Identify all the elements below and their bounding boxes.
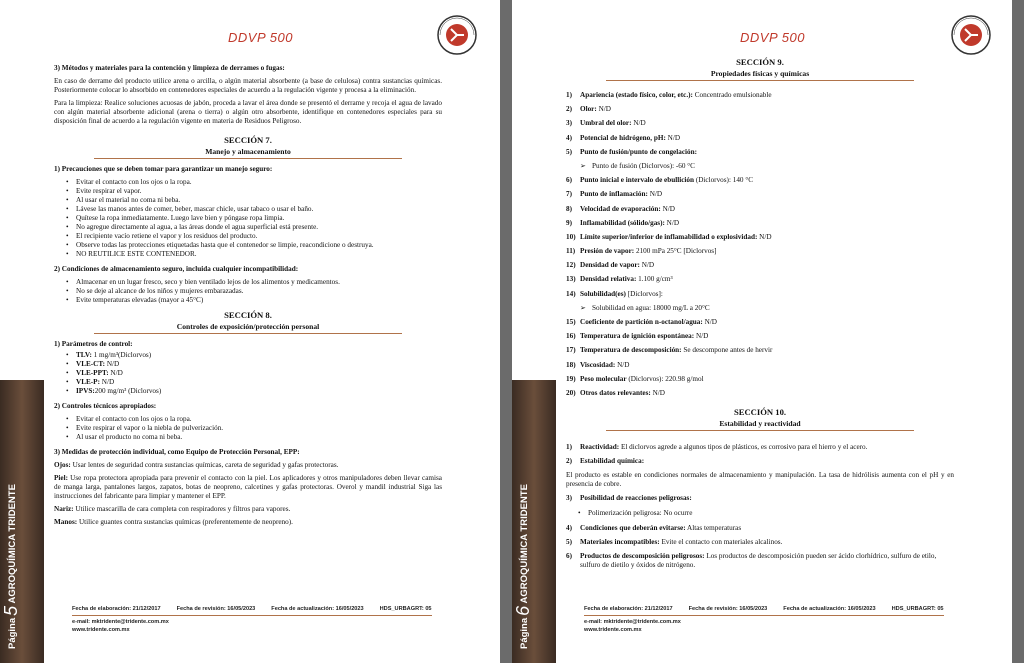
document-page-5 <box>0 0 500 663</box>
property-row: 5) Punto de fusión/punto de congelación: <box>566 147 698 156</box>
property-row: 18) Viscosidad: N/D <box>566 360 630 369</box>
s8-q3-heading: 3) Medidas de protección individual, como Equipo de Protección Personal, EPP: <box>54 448 300 456</box>
s6-paragraph-1: En caso de derrame del producto utilice arena o arcilla, o algún material absorbente (a base de celulosa) contra sustancias químicas. Posteriormente colocar lo absorbido en contenedores especiales de acuerdo a la regulación vigente y procesa a la eliminación. <box>54 77 442 94</box>
divider <box>606 430 914 431</box>
property-row: 2) Olor: N/D <box>566 105 611 114</box>
section-7-subtitle: Manejo y almacenamiento <box>205 147 291 156</box>
list-item: • NO REUTILICE ESTE CONTENEDOR. <box>76 250 442 259</box>
ppe-eyes: Ojos: Usar lentes de seguridad contra sustancias químicas, careta de seguridad y gafas protectoras. <box>54 461 339 469</box>
property-subitem: ➢ Punto de fusión (Diclorvos): -60 °C <box>566 162 954 171</box>
tridente-logo-icon <box>950 14 992 56</box>
divider <box>584 615 944 616</box>
document-page-6 <box>512 0 1012 663</box>
divider <box>606 80 914 81</box>
list-item: • Evitar el contacto con los ojos o la ropa. <box>76 178 442 187</box>
property-row: 19) Peso molecular (Diclorvos): 220.98 g/mol <box>566 374 704 383</box>
s7-q1-list <box>54 178 442 259</box>
list-item: • Observe todas las protecciones etiquetadas hasta que el contenedor se limpie, reacondicione o destruya. <box>76 241 442 250</box>
chemical-stability: 2) Estabilidad química: <box>566 457 645 466</box>
page-number: 5 <box>1 605 21 616</box>
conditions-to-avoid: 4) Condiciones que deberán evitarse: Altas temperaturas <box>566 523 742 532</box>
property-row: 10) Límite superior/inferior de inflamabilidad o explosividad: N/D <box>566 232 772 241</box>
product-title: DDVP 500 <box>228 30 293 45</box>
list-item: • No agregue directamente al agua, a las áreas donde el agua superficial está presente. <box>76 223 442 232</box>
property-row: 14) Solubilidad(es) [Diclorvos]: <box>566 289 663 298</box>
s6-item3-heading: 3) Métodos y materiales para la contención y limpieza de derrames o fugas: <box>54 64 285 72</box>
list-item: • Evite respirar el vapor. <box>76 187 442 196</box>
s6-paragraph-2: Para la limpieza: Realice soluciones acuosas de jabón, proceda a lavar el área donde se presentó el derrame y recoja el agua de lavado con algún material absorbente adicional (arena o tierra) o algún otro absorbente, identifique en contenedores especiales para su disposición final de acuerdo a la regulación vigente en materia de Residuos Peligroso. <box>54 99 442 125</box>
s8-q1-heading: 1) Parámetros de control: <box>54 340 133 348</box>
property-row: 1) Apariencia (estado físico, color, etc.): Concentrado emulsionable <box>566 91 772 99</box>
page-number: 6 <box>513 605 533 616</box>
hazardous-reactions: 3) Posibilidad de reacciones peligrosas: <box>566 494 692 503</box>
section-9-subtitle: Propiedades físicas y químicas <box>710 69 810 78</box>
list-item: • El recipiente vacío retiene el vapor y los residuos del producto. <box>76 232 442 241</box>
section-9-title: SECCIÓN 9. <box>736 57 784 67</box>
property-row: 8) Velocidad de evaporación: N/D <box>566 204 675 213</box>
document-code: HDS_URBAGRT: 05 <box>891 606 944 612</box>
date-revised: Fecha de revisión: 16/05/2023 <box>688 606 768 612</box>
reactivity: 1) Reactividad: El diclorvos agrede a algunos tipos de plásticos, es corrosivo para el hierro y el acero. <box>566 442 868 451</box>
list-item: • IPVS:200 mg/m³ (Diclorvos) <box>76 387 442 396</box>
page-footer <box>72 606 470 634</box>
list-item: • Al usar el producto no coma ni beba. <box>76 433 442 442</box>
section-10-title: SECCIÓN 10. <box>733 406 787 417</box>
s7-q2-list <box>54 278 442 305</box>
ppe-hands: Manos: Utilice guantes contra sustancias químicas (preferentemente de neopreno). <box>54 518 293 526</box>
hazardous-reactions-list <box>566 509 954 518</box>
properties-list <box>566 91 954 398</box>
property-row: 12) Densidad de vapor: N/D <box>566 261 655 270</box>
property-row: 20) Otros datos relevantes: N/D <box>566 388 665 397</box>
s7-q2-heading: 2) Condiciones de almacenamiento seguro, incluida cualquier incompatibilidad: <box>54 265 299 273</box>
incompatible-materials: 5) Materiales incompatibles: Evite el contacto con materiales alcalinos. <box>566 537 783 546</box>
brand-label: AGROQUÍMICA TRIDENTE <box>7 484 18 604</box>
page-label: Página <box>7 617 18 649</box>
side-band <box>512 380 556 663</box>
s8-q1-list <box>54 351 442 396</box>
brand-label: AGROQUÍMICA TRIDENTE <box>519 484 530 604</box>
date-updated: Fecha de actualización: 16/05/2023 <box>271 606 364 612</box>
date-revised: Fecha de revisión: 16/05/2023 <box>176 606 256 612</box>
s7-q1-heading: 1) Precauciones que se deben tomar para garantizar un manejo seguro: <box>54 165 273 173</box>
list-item: • VLE-P: N/D <box>76 378 442 387</box>
divider <box>72 615 432 616</box>
stability-paragraph: El producto es estable en condiciones normales de almacenamiento y manipulación. La tasa de hidrólisis aumenta con el pH y en presencia de cobre. <box>566 471 954 489</box>
section-7-title: SECCIÓN 7. <box>224 135 272 145</box>
date-updated: Fecha de actualización: 16/05/2023 <box>783 606 876 612</box>
property-row: 3) Umbral del olor: N/D <box>566 119 646 128</box>
section-8-subtitle: Controles de exposición/protección personal <box>176 322 320 331</box>
property-row: 15) Coeficiente de partición n-octanol/agua: N/D <box>566 318 717 326</box>
list-item: • No se deje al alcance de los niños y mujeres embarazadas. <box>76 287 442 296</box>
document-code: HDS_URBAGRT: 05 <box>379 606 432 612</box>
website-link[interactable]: www.tridente.com.mx <box>72 627 130 633</box>
section-8-title: SECCIÓN 8. <box>224 310 272 320</box>
list-item: • Almacenar en un lugar fresco, seco y bien ventilado lejos de los alimentos y medicamentos. <box>76 278 442 287</box>
product-title: DDVP 500 <box>740 30 805 45</box>
list-item: • Quítese la ropa inmediatamente. Luego lave bien y póngase ropa limpia. <box>76 214 442 223</box>
side-band <box>0 380 44 663</box>
list-item: • VLE-PPT: N/D <box>76 369 442 378</box>
property-row: 13) Densidad relativa: 1.100 g/cm³ <box>566 275 673 284</box>
date-created: Fecha de elaboración: 21/12/2017 <box>584 606 673 612</box>
section-10-subtitle: Estabilidad y reactividad <box>719 418 801 428</box>
page-5-content <box>54 58 442 531</box>
date-created: Fecha de elaboración: 21/12/2017 <box>72 606 161 612</box>
website-link[interactable]: www.tridente.com.mx <box>584 627 642 633</box>
property-row: 4) Potencial de hidrógeno, pH: N/D <box>566 133 681 142</box>
list-item: • Evite respirar el vapor o la niebla de pulverización. <box>76 424 442 433</box>
page-6-content <box>566 56 954 575</box>
property-row: 7) Punto de inflamación: N/D <box>566 190 663 199</box>
ppe-nose: Nariz: Utilice mascarilla de cara completa con respiradores y filtros para vapores. <box>54 505 291 513</box>
list-item: • Evite temperaturas elevadas (mayor a 45°C) <box>76 296 442 305</box>
list-item: • Lávese las manos antes de comer, beber, mascar chicle, usar tabaco o usar el baño. <box>76 205 442 214</box>
email-link[interactable]: e-mail: mktridente@tridente.com.mx <box>72 619 169 625</box>
property-row: 17) Temperatura de descomposición: Se descompone antes de hervir <box>566 346 773 355</box>
list-item: • TLV: 1 mg/m³(Diclorvos) <box>76 351 442 360</box>
email-link[interactable]: e-mail: mktridente@tridente.com.mx <box>584 619 681 625</box>
decomposition-products: 6) Productos de descomposición peligrosos: Los productos de descomposición pueden ser ácido clorhídrico, sulfuro de etilo, sulfuro de dietilo y óxidos de nitrógeno. <box>566 551 937 569</box>
property-row: 16) Temperatura de ignición espontánea: N/D <box>566 332 709 341</box>
property-row: 9) Inflamabilidad (sólido/gas): N/D <box>566 218 680 227</box>
property-subitem: ➢ Solubilidad en agua: 18000 mg/L a 20°C <box>566 304 954 313</box>
s8-q2-heading: 2) Controles técnicos apropiados: <box>54 402 157 410</box>
divider <box>94 333 402 334</box>
list-item: • VLE-CT: N/D <box>76 360 442 369</box>
page-label: Página <box>519 617 530 649</box>
s8-q2-list <box>54 415 442 442</box>
list-item: • Evitar el contacto con los ojos o la ropa. <box>76 415 442 424</box>
list-item: • Al usar el material no coma ni beba. <box>76 196 442 205</box>
property-row: 11) Presión de vapor: 2100 mPa 25°C [Diclorvos] <box>566 247 717 256</box>
tridente-logo-icon <box>436 14 478 56</box>
page-footer <box>584 606 982 634</box>
property-row: 6) Punto inicial e intervalo de ebullición (Diclorvos): 140 °C <box>566 176 753 185</box>
ppe-skin: Piel: Use ropa protectora apropiada para prevenir el contacto con la piel. Los aplicadores y otros manipuladores deben llevar camisa de manga larga, pantalones largos, zapatos, botas de neopreno, calcetines y gafas protectoras. Overol y mandil industrial Siga las instrucciones del fabricante para limpiar y mantener el EPP. <box>54 474 442 500</box>
divider <box>94 158 402 159</box>
list-item: • Polimerización peligrosa: No ocurre <box>588 509 954 518</box>
